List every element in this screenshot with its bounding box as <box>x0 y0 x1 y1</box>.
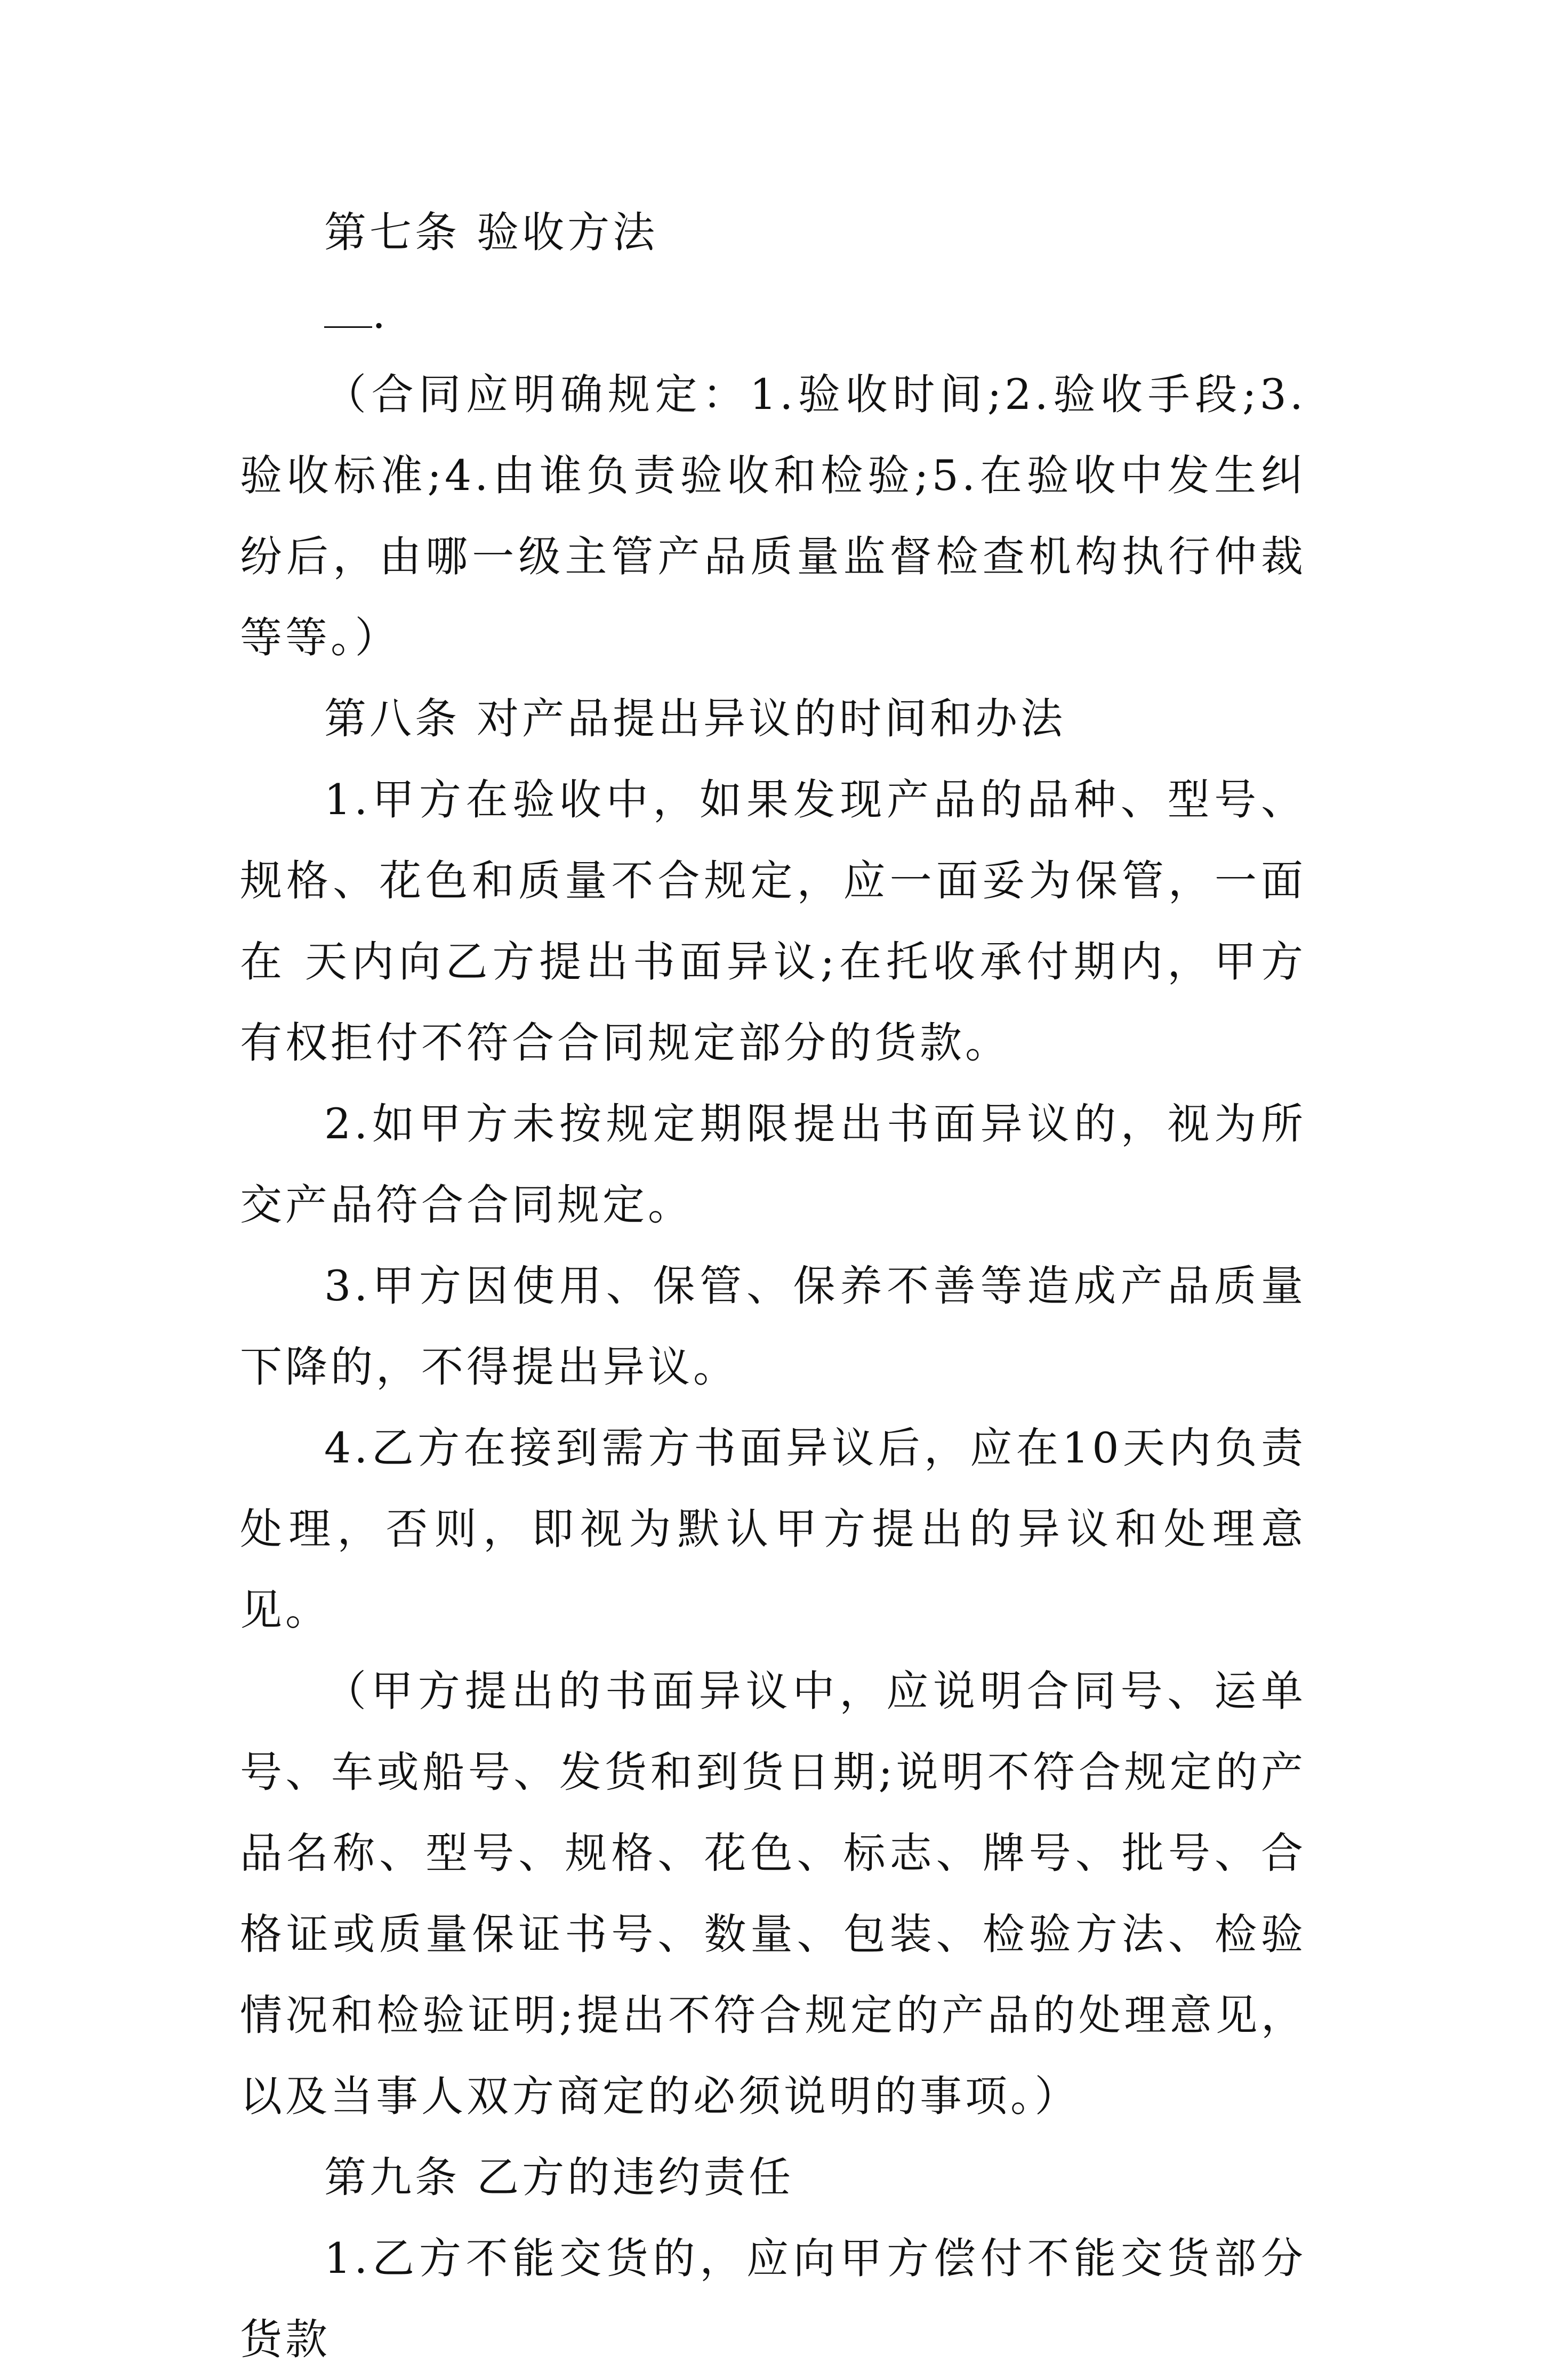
article-8-clause-4: 4.乙方在接到需方书面异议后，应在10天内负责处理，否则，即视为默认甲方提出的异议和处理意见。 <box>240 1424 1306 1635</box>
article-8-heading: 第八条 对产品提出异议的时间和办法 <box>324 694 1066 743</box>
blank-terminator: . <box>372 289 389 338</box>
article-9-heading: 第九条 乙方的违约责任 <box>324 2153 794 2202</box>
article-8-note: （甲方提出的书面异议中，应说明合同号、运单号、车或船号、发货和到货日期;说明不符合规定的产品名称、型号、规格、花色、标志、牌号、批号、合格证或质量保证书号、数量、包装、检验方法、检验情况和检验证明;提出不符合规定的产品的处理意见，以及当事人双方商定的必须说明的事项。） <box>240 1667 1306 2121</box>
article-7-heading: 第七条 验收方法 <box>324 208 658 257</box>
article-8-clause-2: 2.如甲方未按规定期限提出书面异议的，视为所交产品符合合同规定。 <box>240 1099 1306 1229</box>
article-9-clause-1: 1.乙方不能交货的，应向甲方偿付不能交货部分货款 <box>240 2234 1306 2364</box>
article-8-clause-3: 3.甲方因使用、保管、保养不善等造成产品质量下降的，不得提出异议。 <box>240 1261 1306 1392</box>
article-7-note: （合同应明确规定：1.验收时间;2.验收手段;3.验收标准;4.由谁负责验收和检验;5.在验收中发生纠纷后，由哪一级主管产品质量监督检查机构执行仲裁等等。） <box>240 370 1306 662</box>
article-7-blank-line <box>240 273 1306 354</box>
article-8-clause-1: 1.甲方在验收中，如果发现产品的品种、型号、规格、花色和质量不合规定，应一面妥为保管，一面在 天内向乙方提出书面异议;在托收承付期内，甲方有权拒付不符合合同规定部分的货款。 <box>240 775 1306 1067</box>
document-body <box>240 192 1306 2380</box>
fill-in-blank <box>324 289 372 328</box>
